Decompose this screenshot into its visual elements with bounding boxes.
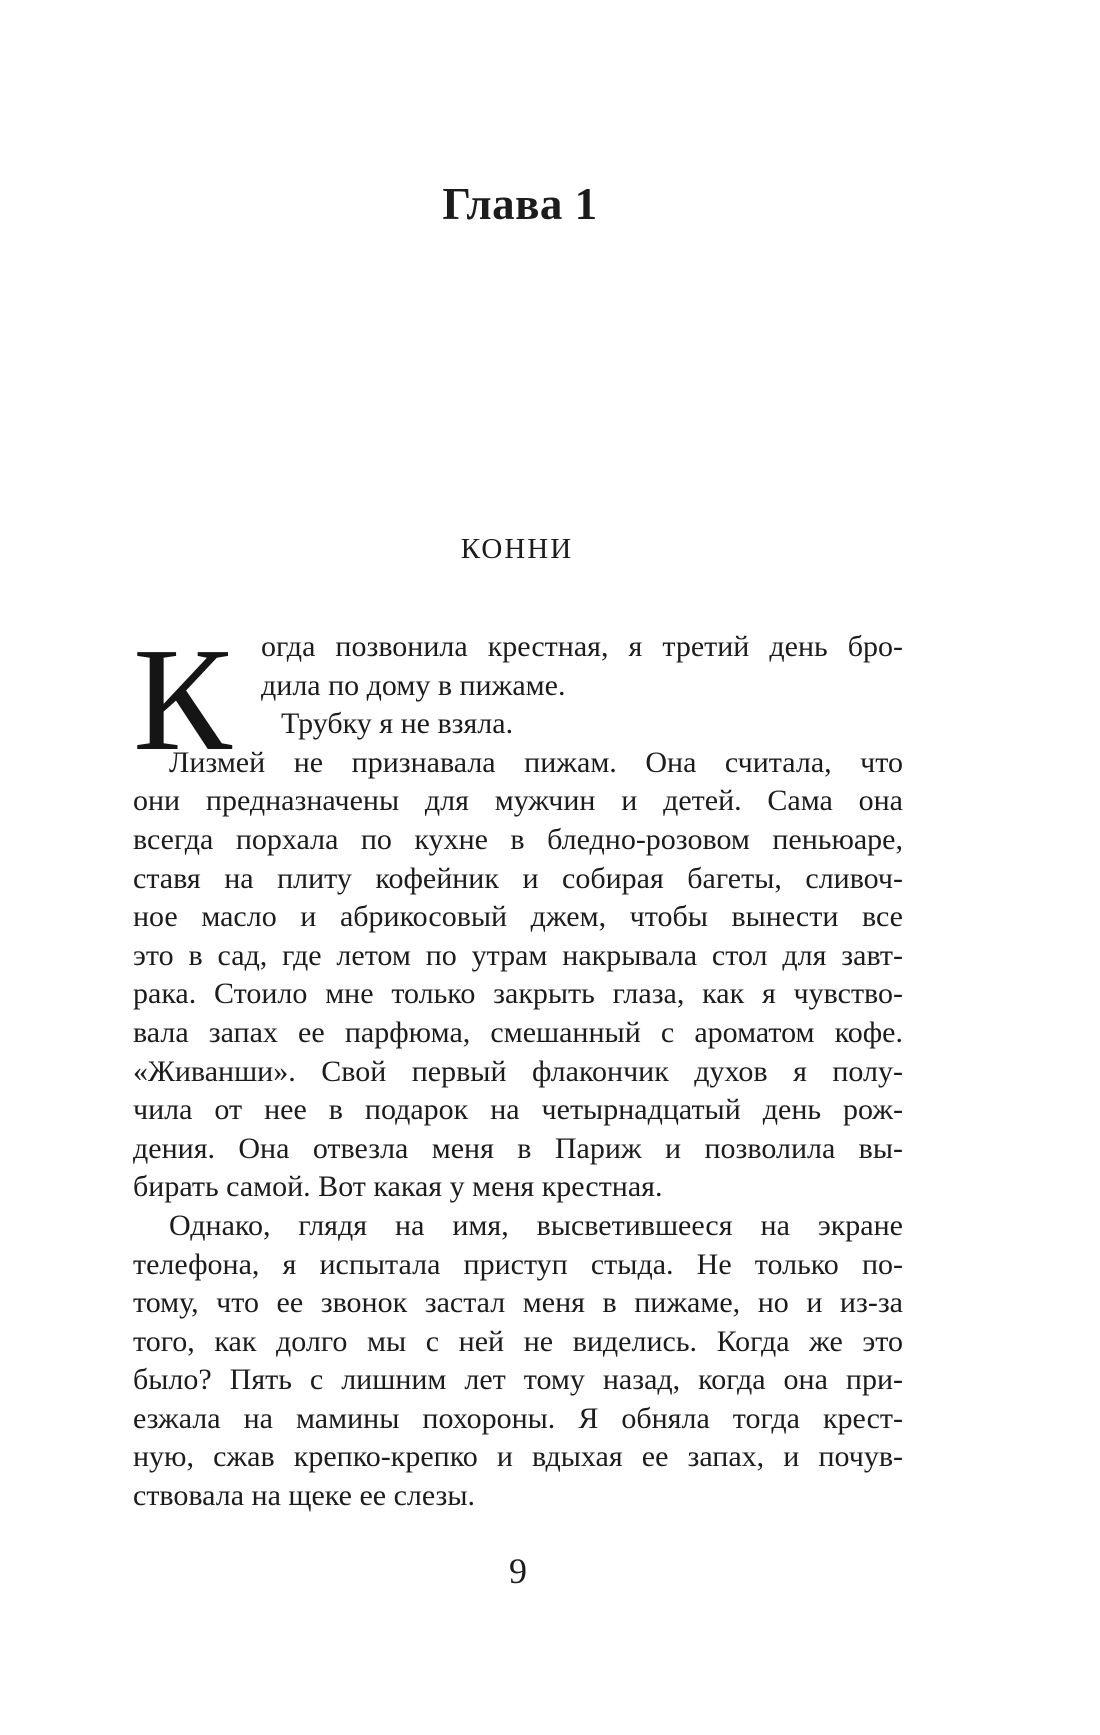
section-heading: КОННИ [460,533,574,565]
text-line: было? Пять с лишним лет тому назад, когда она при- [133,1363,903,1397]
text-line: «Живанши». Свой первый флакончик духов я полу- [133,1054,903,1088]
text-line: они предназначены для мужчин и детей. Сама она [133,784,903,818]
chapter-title: Глава 1 [442,179,598,229]
paragraph [133,744,903,1207]
text-line: дения. Она отвезла меня в Париж и позволила вы- [133,1131,903,1165]
text-line: того, как долго мы с ней не виделись. Когда же это [133,1324,903,1358]
text-line: огда позвонила крестная, я третий день бро- [261,630,903,663]
text-line: ставя на плиту кофейник и собирая багеты, сливоч- [133,861,903,895]
body-text [133,618,903,1516]
text-line: ную, сжав крепко-крепко и вдыхая ее запах, и почув- [133,1440,903,1474]
text-line: ствовала на щеке ее слезы. [133,1479,476,1513]
drop-cap-paragraph [133,628,903,744]
text-line: рака. Стоило мне только закрыть глаза, как я чувство- [133,977,903,1011]
paragraph [133,1207,903,1516]
text-line: ное масло и абрикосовый джем, чтобы вынести все [133,900,903,934]
text-line: телефона, я испытала приступ стыда. Не только по- [133,1247,903,1281]
text-line: тому, что ее звонок застал меня в пижаме, но и из-за [133,1286,903,1320]
text-line: Трубку я не взяла. [281,707,514,741]
text-line: бирать самой. Вот какая у меня крестная. [133,1170,663,1204]
text-line: чила от нее в подарок на четырнадцатый день рож- [133,1093,903,1127]
text-line: вала запах ее парфюма, смешанный с ароматом кофе. [133,1015,903,1049]
drop-cap: К [133,618,232,782]
text-line: дила по дому в пижаме. [261,668,566,702]
text-line: езжала на мамины похороны. Я обняла тогда крест- [133,1401,903,1435]
text-line: это в сад, где летом по утрам накрывала стол для завт- [133,938,903,972]
page-number: 9 [509,1551,527,1591]
text-line: всегда порхала по кухне в бледно-розовом пеньюаре, [133,822,903,856]
text-line: Однако, глядя на имя, высветившееся на экране [169,1208,903,1242]
text-line: Лизмей не признавала пижам. Она считала, что [169,745,903,779]
